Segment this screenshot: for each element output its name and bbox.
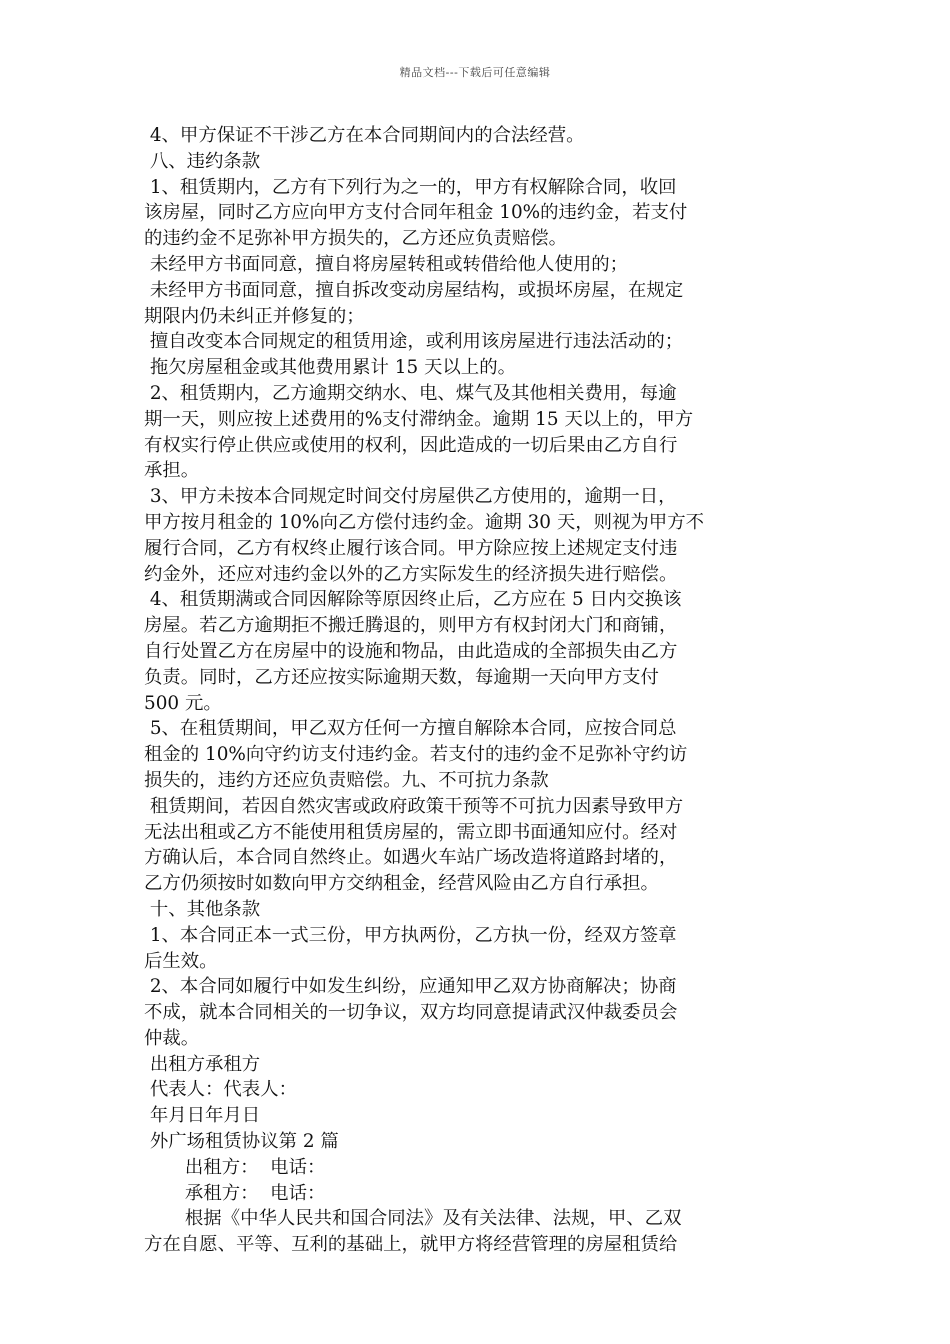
document-line: 根据《中华人民共和国合同法》及有关法律、法规，甲、乙双 [144, 1208, 682, 1230]
document-line: 5、在租赁期间，甲乙双方任何一方擅自解除本合同，应按合同总 [144, 718, 677, 740]
document-line: 期限内仍未纠正并修复的； [144, 305, 365, 327]
page-header-note: 精品文档---下载后可任意编辑 [399, 66, 551, 79]
document-line: 2、本合同如履行中如发生纠纷，应通知甲乙双方协商解决；协商 [144, 976, 677, 998]
document-line: 负责。同时，乙方还应按实际逾期天数，每逾期一天向甲方支付 [144, 666, 659, 688]
document-line: 1、租赁期内，乙方有下列行为之一的，甲方有权解除合同，收回 [144, 176, 677, 198]
document-line: 租金的 10%向守约访支付违约金。若支付的违约金不足弥补守约访 [144, 744, 688, 766]
document-line: 乙方仍须按时如数向甲方交纳租金，经营风险由乙方自行承担。 [144, 873, 659, 895]
document-line: 不成，就本合同相关的一切争议，双方均同意提请武汉仲裁委员会 [144, 1002, 678, 1024]
document-body [144, 123, 814, 1258]
document-line: 有权实行停止供应或使用的权利，因此造成的一切后果由乙方自行 [144, 434, 678, 456]
document-line: 的违约金不足弥补甲方损失的，乙方还应负责赔偿。 [144, 228, 567, 250]
document-line: 500 元。 [144, 692, 222, 714]
document-line: 方确认后，本合同自然终止。如遇火车站广场改造将道路封堵的， [144, 847, 678, 869]
document-line: 拖欠房屋租金或其他费用累计 15 天以上的。 [144, 357, 516, 379]
document-line: 自行处置乙方在房屋中的设施和物品，由此造成的全部损失由乙方 [144, 640, 678, 662]
document-line: 出租方： 电话： [144, 1156, 326, 1178]
document-line: 期一天，则应按上述费用的%支付滞纳金。逾期 15 天以上的，甲方 [144, 408, 694, 430]
document-line: 该房屋，同时乙方应向甲方支付合同年租金 10%的违约金，若支付 [144, 202, 688, 224]
document-line: 约金外，还应对违约金以外的乙方实际发生的经济损失进行赔偿。 [144, 563, 678, 585]
document-line: 履行合同，乙方有权终止履行该合同。甲方除应按上述规定支付违 [144, 537, 678, 559]
document-line: 承担。 [144, 460, 200, 482]
document-line: 方在自愿、平等、互利的基础上，就甲方将经营管理的房屋租赁给 [144, 1234, 678, 1256]
document-line: 3、甲方未按本合同规定时间交付房屋供乙方使用的，逾期一日， [144, 486, 677, 508]
document-line: 房屋。若乙方逾期拒不搬迁腾退的，则甲方有权封闭大门和商铺， [144, 615, 678, 637]
document-line: 无法出租或乙方不能使用租赁房屋的，需立即书面通知应付。经对 [144, 821, 678, 843]
document-line: 八、违约条款 [144, 150, 261, 172]
document-line: 甲方按月租金的 10%向乙方偿付违约金。逾期 30 天，则视为甲方不 [144, 511, 704, 533]
document-line: 年月日年月日 [144, 1105, 261, 1127]
document-line: 代表人：代表人： [144, 1079, 297, 1101]
document-line: 仲裁。 [144, 1027, 200, 1049]
document-line: 4、甲方保证不干涉乙方在本合同期间内的合法经营。 [144, 125, 585, 146]
document-line: 承租方： 电话： [144, 1182, 326, 1204]
document-line: 1、本合同正本一式三份，甲方执两份，乙方执一份，经双方签章 [144, 924, 677, 946]
document-line: 外广场租赁协议第 2 篇 [144, 1131, 339, 1153]
document-line: 出租方承租方 [144, 1053, 261, 1075]
document-line: 4、租赁期满或合同因解除等原因终止后，乙方应在 5 日内交换该 [144, 589, 682, 611]
document-line: 未经甲方书面同意，擅自将房屋转租或转借给他人使用的； [144, 253, 629, 275]
document-line: 未经甲方书面同意，擅自拆改变动房屋结构，或损坏房屋，在规定 [144, 279, 684, 301]
document-line: 十、其他条款 [144, 898, 261, 920]
document-line: 损失的，违约方还应负责赔偿。九、不可抗力条款 [144, 769, 549, 791]
document-line: 擅自改变本合同规定的租赁用途，或利用该房屋进行违法活动的； [144, 331, 684, 353]
document-line: 后生效。 [144, 950, 218, 972]
document-line: 2、租赁期内，乙方逾期交纳水、电、煤气及其他相关费用，每逾 [144, 382, 677, 404]
document-line: 租赁期间，若因自然灾害或政府政策干预等不可抗力因素导致甲方 [144, 795, 684, 817]
